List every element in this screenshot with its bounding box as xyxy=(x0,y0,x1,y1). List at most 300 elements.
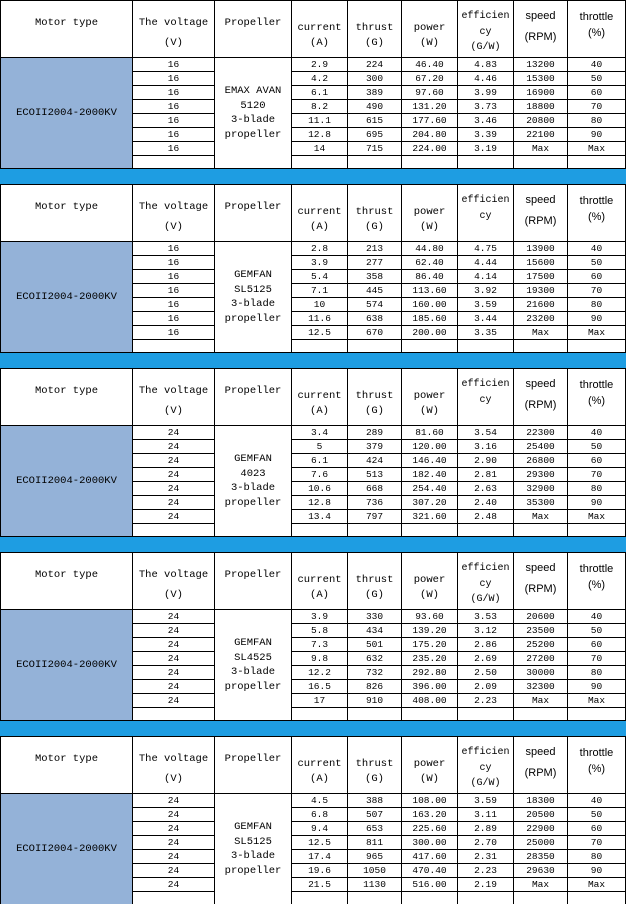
propeller-line: SL5125 xyxy=(234,283,272,296)
throttle-cell: Max xyxy=(568,510,626,524)
voltage-cell: 16 xyxy=(133,58,215,72)
throttle-cell: 70 xyxy=(568,100,626,114)
header-current xyxy=(292,737,348,794)
header-label: (RPM) xyxy=(524,583,557,595)
table-separator xyxy=(0,537,626,552)
speed-cell: 18800 xyxy=(514,100,568,114)
empty-cell xyxy=(514,892,568,904)
header-speed xyxy=(514,1,568,58)
empty-cell xyxy=(292,340,348,353)
voltage-cell: 24 xyxy=(133,850,215,864)
voltage-cell: 16 xyxy=(133,256,215,270)
current-cell: 21.5 xyxy=(292,878,348,892)
throttle-cell: 90 xyxy=(568,680,626,694)
header-label: (A) xyxy=(310,221,329,233)
efficiency-cell: 3.59 xyxy=(458,794,514,808)
power-cell: 131.20 xyxy=(402,100,458,114)
power-cell: 185.60 xyxy=(402,312,458,326)
propeller-cell xyxy=(215,58,292,169)
empty-cell xyxy=(458,156,514,169)
thrust-cell: 695 xyxy=(348,128,402,142)
header-label: thrust xyxy=(355,390,394,402)
header-speed xyxy=(514,185,568,242)
power-cell: 146.40 xyxy=(402,454,458,468)
current-cell: 2.9 xyxy=(292,58,348,72)
speed-cell: Max xyxy=(514,694,568,708)
empty-cell xyxy=(348,524,402,537)
voltage-cell: 24 xyxy=(133,510,215,524)
throttle-cell: Max xyxy=(568,878,626,892)
header-efficiency xyxy=(458,185,514,242)
header-label: Propeller xyxy=(224,17,282,29)
header-label: (G) xyxy=(365,773,384,785)
header-thrust xyxy=(348,1,402,58)
empty-cell xyxy=(458,340,514,353)
empty-cell xyxy=(458,524,514,537)
header-label: Propeller xyxy=(224,385,282,397)
header-label: speed xyxy=(525,378,556,390)
current-cell: 4.5 xyxy=(292,794,348,808)
test-table xyxy=(0,368,626,537)
header-power xyxy=(402,1,458,58)
voltage-cell: 24 xyxy=(133,496,215,510)
header-label: throttle xyxy=(579,379,614,391)
speed-cell: 23500 xyxy=(514,624,568,638)
power-cell: 224.00 xyxy=(402,142,458,156)
throttle-cell: Max xyxy=(568,694,626,708)
header-label: The voltage xyxy=(138,201,209,213)
header-efficiency xyxy=(458,369,514,426)
empty-cell xyxy=(402,156,458,169)
voltage-cell: 24 xyxy=(133,426,215,440)
empty-cell xyxy=(514,708,568,721)
empty-cell xyxy=(568,340,626,353)
header-label: power xyxy=(413,758,446,770)
speed-cell: Max xyxy=(514,878,568,892)
propeller-line: 4023 xyxy=(240,467,266,480)
voltage-cell: 24 xyxy=(133,878,215,892)
header-label: efficien xyxy=(461,195,510,206)
efficiency-cell: 3.46 xyxy=(458,114,514,128)
header-label: current xyxy=(297,390,342,402)
header-motor-type xyxy=(1,369,133,426)
empty-cell xyxy=(348,340,402,353)
propeller-line: propeller xyxy=(224,680,282,693)
throttle-cell: 70 xyxy=(568,652,626,666)
header-voltage xyxy=(133,737,215,794)
header-power xyxy=(402,185,458,242)
voltage-cell: 24 xyxy=(133,610,215,624)
throttle-cell: 50 xyxy=(568,256,626,270)
header-speed xyxy=(514,553,568,610)
header-propeller xyxy=(215,185,292,242)
speed-cell: 13200 xyxy=(514,58,568,72)
throttle-cell: 40 xyxy=(568,426,626,440)
thrust-cell: 615 xyxy=(348,114,402,128)
header-thrust xyxy=(348,185,402,242)
header-speed xyxy=(514,369,568,426)
header-label: Propeller xyxy=(224,569,282,581)
current-cell: 16.5 xyxy=(292,680,348,694)
efficiency-cell: 3.92 xyxy=(458,284,514,298)
efficiency-cell: 2.63 xyxy=(458,482,514,496)
current-cell: 4.2 xyxy=(292,72,348,86)
voltage-cell: 16 xyxy=(133,142,215,156)
empty-cell xyxy=(402,892,458,904)
throttle-cell: 50 xyxy=(568,808,626,822)
current-cell: 11.1 xyxy=(292,114,348,128)
speed-cell: 17500 xyxy=(514,270,568,284)
empty-cell xyxy=(348,892,402,904)
throttle-cell: 70 xyxy=(568,284,626,298)
header-label: thrust xyxy=(355,206,394,218)
thrust-cell: 797 xyxy=(348,510,402,524)
thrust-cell: 632 xyxy=(348,652,402,666)
efficiency-cell: 2.69 xyxy=(458,652,514,666)
header-label: thrust xyxy=(355,574,394,586)
speed-cell: Max xyxy=(514,510,568,524)
header-label: cy xyxy=(479,26,492,38)
header-motor-type xyxy=(1,553,133,610)
speed-cell: 21600 xyxy=(514,298,568,312)
empty-cell xyxy=(348,708,402,721)
header-throttle xyxy=(568,369,626,426)
efficiency-cell: 2.90 xyxy=(458,454,514,468)
speed-cell: 22100 xyxy=(514,128,568,142)
power-cell: 97.60 xyxy=(402,86,458,100)
current-cell: 3.9 xyxy=(292,610,348,624)
current-cell: 12.2 xyxy=(292,666,348,680)
power-cell: 62.40 xyxy=(402,256,458,270)
empty-cell xyxy=(568,156,626,169)
speed-cell: 18300 xyxy=(514,794,568,808)
header-label: power xyxy=(413,390,446,402)
throttle-cell: 60 xyxy=(568,454,626,468)
speed-cell: 19300 xyxy=(514,284,568,298)
propeller-line: propeller xyxy=(224,128,282,141)
power-cell: 292.80 xyxy=(402,666,458,680)
efficiency-cell: 2.81 xyxy=(458,468,514,482)
header-label: (%) xyxy=(587,579,606,591)
efficiency-cell: 2.31 xyxy=(458,850,514,864)
voltage-cell: 16 xyxy=(133,100,215,114)
header-label: (V) xyxy=(164,589,183,601)
test-table xyxy=(0,736,626,904)
efficiency-cell: 3.19 xyxy=(458,142,514,156)
current-cell: 19.6 xyxy=(292,864,348,878)
header-label: Motor type xyxy=(34,569,98,581)
voltage-cell: 16 xyxy=(133,326,215,340)
efficiency-cell: 3.11 xyxy=(458,808,514,822)
thrust-cell: 300 xyxy=(348,72,402,86)
throttle-cell: 90 xyxy=(568,496,626,510)
header-efficiency xyxy=(458,737,514,794)
table-separator xyxy=(0,353,626,368)
propeller-line: GEMFAN xyxy=(234,821,272,833)
thrust-cell: 213 xyxy=(348,242,402,256)
throttle-cell: 40 xyxy=(568,610,626,624)
header-label: (V) xyxy=(164,37,183,49)
thrust-cell: 507 xyxy=(348,808,402,822)
throttle-cell: 40 xyxy=(568,242,626,256)
test-table xyxy=(0,552,626,721)
speed-cell: 16900 xyxy=(514,86,568,100)
current-cell: 3.9 xyxy=(292,256,348,270)
header-label: (G) xyxy=(365,405,384,417)
header-throttle xyxy=(568,185,626,242)
thrust-cell: 434 xyxy=(348,624,402,638)
empty-cell xyxy=(514,340,568,353)
current-cell: 17.4 xyxy=(292,850,348,864)
motor-type-cell: ECOII2004-2000KV xyxy=(1,610,133,721)
power-cell: 160.00 xyxy=(402,298,458,312)
header-label: efficien xyxy=(461,11,510,22)
efficiency-cell: 2.40 xyxy=(458,496,514,510)
thrust-cell: 1130 xyxy=(348,878,402,892)
speed-cell: 23200 xyxy=(514,312,568,326)
throttle-cell: 80 xyxy=(568,114,626,128)
empty-cell xyxy=(568,708,626,721)
propeller-line: GEMFAN xyxy=(234,637,272,649)
power-cell: 225.60 xyxy=(402,822,458,836)
header-label: (W) xyxy=(420,405,439,417)
header-propeller xyxy=(215,1,292,58)
header-throttle xyxy=(568,737,626,794)
header-efficiency xyxy=(458,553,514,610)
empty-cell xyxy=(292,892,348,904)
propeller-line: propeller xyxy=(224,496,282,509)
power-cell: 46.40 xyxy=(402,58,458,72)
throttle-cell: 50 xyxy=(568,72,626,86)
throttle-cell: 40 xyxy=(568,794,626,808)
efficiency-cell: 3.59 xyxy=(458,298,514,312)
header-label: The voltage xyxy=(138,569,209,581)
speed-cell: 30000 xyxy=(514,666,568,680)
empty-cell xyxy=(133,892,215,904)
current-cell: 7.3 xyxy=(292,638,348,652)
propeller-cell xyxy=(215,242,292,353)
power-cell: 300.00 xyxy=(402,836,458,850)
propeller-line: SL4525 xyxy=(234,651,272,664)
thrust-cell: 389 xyxy=(348,86,402,100)
thrust-cell: 715 xyxy=(348,142,402,156)
throttle-cell: 90 xyxy=(568,128,626,142)
thrust-cell: 910 xyxy=(348,694,402,708)
header-current xyxy=(292,369,348,426)
header-label: (V) xyxy=(164,221,183,233)
test-table xyxy=(0,0,626,169)
header-label: speed xyxy=(525,10,556,22)
propeller-line: propeller xyxy=(224,864,282,877)
voltage-cell: 24 xyxy=(133,440,215,454)
speed-cell: 25400 xyxy=(514,440,568,454)
header-label: Motor type xyxy=(34,201,98,213)
header-label: (A) xyxy=(310,773,329,785)
current-cell: 3.4 xyxy=(292,426,348,440)
thrust-cell: 358 xyxy=(348,270,402,284)
thrust-cell: 653 xyxy=(348,822,402,836)
throttle-cell: Max xyxy=(568,142,626,156)
throttle-cell: 80 xyxy=(568,850,626,864)
current-cell: 12.8 xyxy=(292,128,348,142)
header-label: cy xyxy=(479,210,492,222)
current-cell: 5.4 xyxy=(292,270,348,284)
efficiency-cell: 2.50 xyxy=(458,666,514,680)
power-cell: 470.40 xyxy=(402,864,458,878)
power-cell: 254.40 xyxy=(402,482,458,496)
header-label: (A) xyxy=(310,37,329,49)
header-label: speed xyxy=(525,194,556,206)
header-current xyxy=(292,553,348,610)
current-cell: 12.8 xyxy=(292,496,348,510)
efficiency-cell: 2.48 xyxy=(458,510,514,524)
current-cell: 17 xyxy=(292,694,348,708)
header-label: cy xyxy=(479,762,492,774)
power-cell: 175.20 xyxy=(402,638,458,652)
current-cell: 11.6 xyxy=(292,312,348,326)
header-motor-type xyxy=(1,737,133,794)
power-cell: 417.60 xyxy=(402,850,458,864)
throttle-cell: 90 xyxy=(568,864,626,878)
power-cell: 396.00 xyxy=(402,680,458,694)
current-cell: 9.4 xyxy=(292,822,348,836)
efficiency-cell: 2.89 xyxy=(458,822,514,836)
header-label: (G/W) xyxy=(470,778,501,789)
header-label: throttle xyxy=(579,11,614,23)
header-label: Motor type xyxy=(34,17,98,29)
voltage-cell: 24 xyxy=(133,836,215,850)
efficiency-cell: 4.75 xyxy=(458,242,514,256)
header-label: current xyxy=(297,22,342,34)
thrust-cell: 513 xyxy=(348,468,402,482)
voltage-cell: 24 xyxy=(133,794,215,808)
empty-cell xyxy=(568,524,626,537)
thrust-cell: 490 xyxy=(348,100,402,114)
voltage-cell: 16 xyxy=(133,86,215,100)
voltage-cell: 24 xyxy=(133,822,215,836)
efficiency-cell: 2.09 xyxy=(458,680,514,694)
empty-cell xyxy=(402,340,458,353)
voltage-cell: 16 xyxy=(133,72,215,86)
power-cell: 93.60 xyxy=(402,610,458,624)
propeller-line: 3-blade xyxy=(230,666,276,678)
header-voltage xyxy=(133,1,215,58)
current-cell: 9.8 xyxy=(292,652,348,666)
current-cell: 14 xyxy=(292,142,348,156)
current-cell: 6.1 xyxy=(292,454,348,468)
throttle-cell: 40 xyxy=(568,58,626,72)
motor-type-cell: ECOII2004-2000KV xyxy=(1,426,133,537)
thrust-cell: 379 xyxy=(348,440,402,454)
voltage-cell: 24 xyxy=(133,468,215,482)
speed-cell: 35300 xyxy=(514,496,568,510)
header-motor-type xyxy=(1,185,133,242)
throttle-cell: 90 xyxy=(568,312,626,326)
header-label: efficien xyxy=(461,563,510,574)
header-voltage xyxy=(133,369,215,426)
empty-cell xyxy=(458,708,514,721)
header-label: Propeller xyxy=(224,753,282,765)
power-cell: 235.20 xyxy=(402,652,458,666)
voltage-cell: 24 xyxy=(133,666,215,680)
header-label: (RPM) xyxy=(524,399,557,411)
header-label: (G/W) xyxy=(470,42,501,53)
voltage-cell: 24 xyxy=(133,652,215,666)
speed-cell: 27200 xyxy=(514,652,568,666)
throttle-cell: Max xyxy=(568,326,626,340)
speed-cell: 29630 xyxy=(514,864,568,878)
header-label: (W) xyxy=(420,589,439,601)
speed-cell: 15300 xyxy=(514,72,568,86)
propeller-cell xyxy=(215,426,292,537)
header-label: Motor type xyxy=(34,753,98,765)
efficiency-cell: 2.23 xyxy=(458,864,514,878)
header-label: (W) xyxy=(420,37,439,49)
propeller-cell xyxy=(215,610,292,721)
empty-cell xyxy=(292,524,348,537)
propeller-line: SL5125 xyxy=(234,835,272,848)
efficiency-cell: 3.44 xyxy=(458,312,514,326)
power-cell: 139.20 xyxy=(402,624,458,638)
throttle-cell: 60 xyxy=(568,822,626,836)
speed-cell: 29300 xyxy=(514,468,568,482)
efficiency-cell: 4.83 xyxy=(458,58,514,72)
header-label: Propeller xyxy=(224,201,282,213)
efficiency-cell: 3.99 xyxy=(458,86,514,100)
speed-cell: 20800 xyxy=(514,114,568,128)
thrust-cell: 811 xyxy=(348,836,402,850)
empty-cell xyxy=(514,156,568,169)
header-label: speed xyxy=(525,562,556,574)
throttle-cell: 60 xyxy=(568,638,626,652)
propeller-line: GEMFAN xyxy=(234,453,272,465)
header-label: (RPM) xyxy=(524,767,557,779)
header-label: The voltage xyxy=(138,17,209,29)
throttle-cell: 70 xyxy=(568,836,626,850)
header-label: power xyxy=(413,206,446,218)
thrust-cell: 670 xyxy=(348,326,402,340)
efficiency-cell: 3.54 xyxy=(458,426,514,440)
thrust-cell: 224 xyxy=(348,58,402,72)
voltage-cell: 16 xyxy=(133,128,215,142)
speed-cell: 25000 xyxy=(514,836,568,850)
header-label: (V) xyxy=(164,405,183,417)
header-label: Motor type xyxy=(34,385,98,397)
current-cell: 10 xyxy=(292,298,348,312)
efficiency-cell: 3.73 xyxy=(458,100,514,114)
motor-type-cell: ECOII2004-2000KV xyxy=(1,794,133,904)
power-cell: 307.20 xyxy=(402,496,458,510)
efficiency-cell: 2.19 xyxy=(458,878,514,892)
current-cell: 10.6 xyxy=(292,482,348,496)
header-power xyxy=(402,737,458,794)
empty-cell xyxy=(133,156,215,169)
header-label: (%) xyxy=(587,395,606,407)
header-label: (G/W) xyxy=(470,594,501,605)
header-thrust xyxy=(348,553,402,610)
voltage-cell: 24 xyxy=(133,638,215,652)
header-label: cy xyxy=(479,394,492,406)
header-label: throttle xyxy=(579,563,614,575)
thrust-cell: 501 xyxy=(348,638,402,652)
motor-type-cell: ECOII2004-2000KV xyxy=(1,242,133,353)
propeller-line: 3-blade xyxy=(230,850,276,862)
header-current xyxy=(292,185,348,242)
speed-cell: Max xyxy=(514,326,568,340)
throttle-cell: 50 xyxy=(568,624,626,638)
header-label: current xyxy=(297,758,342,770)
speed-cell: 22900 xyxy=(514,822,568,836)
